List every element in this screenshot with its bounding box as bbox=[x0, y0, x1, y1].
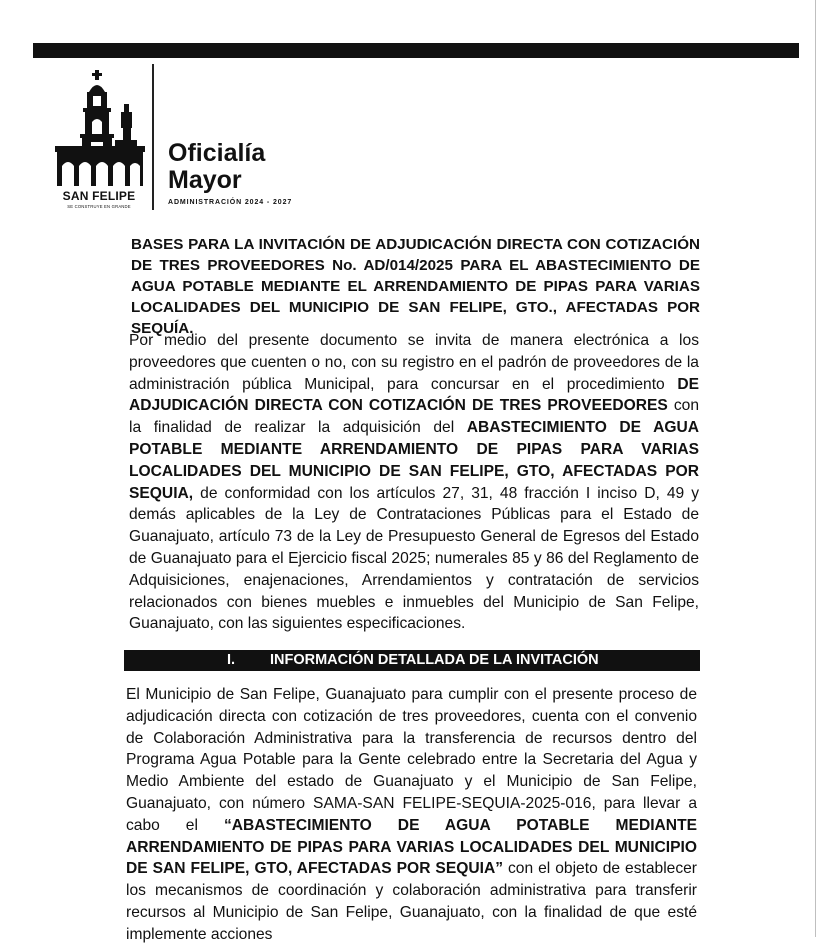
intro-text-1: Por medio del presente documento se invita de manera electrónica a los proveedores que cuenten o no, con su registro en el padrón de proveedores de la administración pública Municipal, para concursar en el procedimiento bbox=[129, 332, 699, 393]
intro-bold-1: DE ADJUDICACIÓN DIRECTA CON COTIZACIÓN DE TRES PROVEEDORES bbox=[129, 375, 699, 415]
administration-period: ADMINISTRACIÓN 2024 - 2027 bbox=[168, 199, 293, 206]
church-logo-icon bbox=[55, 70, 145, 190]
header-rule bbox=[33, 43, 799, 58]
logo-tagline: SE CONSTRUYE EN GRANDE bbox=[67, 204, 131, 209]
intro-text-2: con la finalidad de realizar la adquisición del bbox=[129, 397, 699, 437]
section-text-1: El Municipio de San Felipe, Guanajuato para cumplir con el presente proceso de adjudicación directa con cotización de tres proveedores, cuenta con el convenio de Colaboración Administrativa para la transferencia de recursos dentro del Programa Agua Potable para la Gente celebrado entre la Secretaria del Agua y Medio Ambiente del estado de Guanajuato y el Municipio de San Felipe, Guanajuato, con número SAMA-SAN FELIPE-SEQUIA-2025-016, para llevar a cabo el bbox=[126, 686, 697, 834]
intro-bold-2: ABASTECIMIENTO DE AGUA POTABLE MEDIANTE ARRENDAMIENTO DE PIPAS PARA VARIAS LOCALIDADES DEL MUNICIPIO DE SAN FELIPE, GTO, AFECTADAS POR SEQUIA, bbox=[129, 419, 699, 502]
logo-caption: SAN FELIPE bbox=[62, 189, 136, 203]
intro-paragraph bbox=[129, 330, 699, 635]
office-title bbox=[168, 140, 265, 194]
section-paragraph bbox=[126, 684, 697, 946]
document-title: BASES PARA LA INVITACIÓN DE ADJUDICACIÓN DIRECTA CON COTIZACIÓN DE TRES PROVEEDORES No. AD/014/2025 PARA EL ABASTECIMIENTO DE AGUA POTABLE MEDIANTE EL ARRENDAMIENTO DE PIPAS PARA VARIAS LOCALIDADES DEL MUNICIPIO DE SAN FELIPE, GTO., AFECTADAS POR SEQUÍA. bbox=[131, 236, 700, 337]
header-divider bbox=[152, 64, 154, 210]
page-edge bbox=[815, 0, 816, 937]
section-bold-1: “ABASTECIMIENTO DE AGUA POTABLE MEDIANTE ARRENDAMIENTO DE PIPAS PARA VARIAS LOCALIDADES DEL MUNICIPIO DE SAN FELIPE, GTO, AFECTADAS POR SEQUIA” bbox=[126, 816, 697, 878]
section-heading bbox=[124, 650, 700, 671]
section-title: INFORMACIÓN DETALLADA DE LA INVITACIÓN bbox=[270, 652, 599, 668]
office-title-line-1: Oficialía bbox=[168, 139, 266, 167]
intro-text-3: de conformidad con los artículos 27, 31, 48 fracción I inciso D, 49 y demás aplicables de la Ley de Contrataciones Públicas para el Estado de Guanajuato, artículo 73 de la Ley de Presupuesto General de Egresos del Estado de Guanajuato para el Ejercicio fiscal 2025; numerales 85 y 86 del Reglamento de Adquisiciones, enajenaciones, Arrendamientos y contratación de servicios relacionados con bienes muebles e inmuebles del Municipio de San Felipe, Guanajuato, con las siguientes especificaciones. bbox=[129, 484, 699, 633]
section-number: I. bbox=[227, 652, 236, 668]
office-title-line-2: Mayor bbox=[168, 166, 242, 194]
section-text-2: con el objeto de establecer los mecanismos de coordinación y colaboración administrativa para transferir recursos al Municipio de San Felipe, Guanajuato, con la finalidad de que esté implemente acciones bbox=[126, 860, 697, 943]
